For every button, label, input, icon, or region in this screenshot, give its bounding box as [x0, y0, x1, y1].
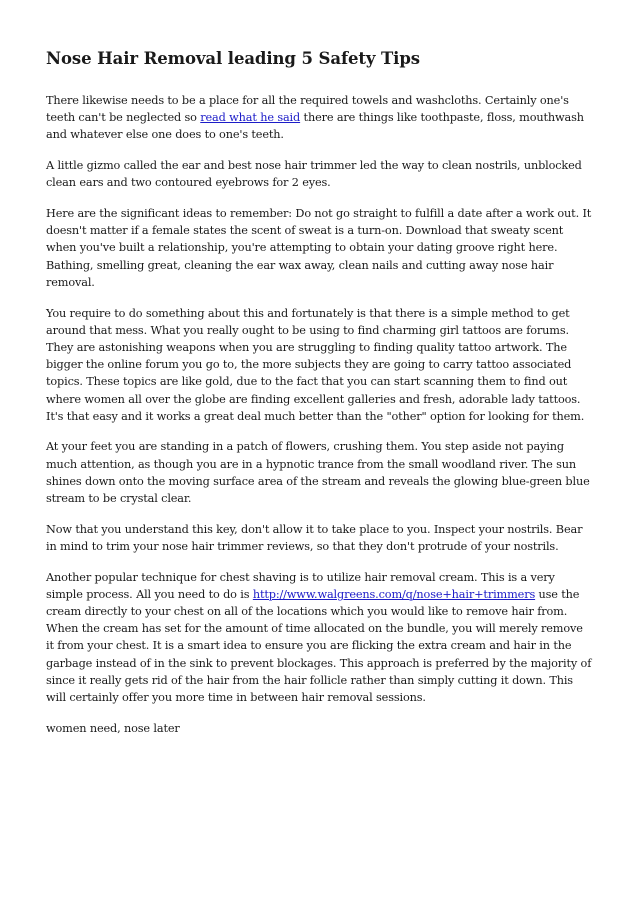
paragraph-5: At your feet you are standing in a patch of flowers, crushing them. You step aside not paying much attention, as though you are in a hypnotic trance from the small woodland river. The sun shines down onto the moving surface area of the stream and reveals the glowing blue-green blue stream to be crystal clear. — [46, 440, 590, 506]
paragraph-1 — [46, 92, 592, 144]
paragraph-2: A little gizmo called the ear and best nose hair trimmer led the way to clean nostrils, unblocked clean ears and two contoured eyebrows for 2 eyes. — [46, 159, 582, 190]
paragraph-1-text-before: There likewise needs to be a place for all the required towels and washcloths. Certainly one's teeth can't be neglected so — [46, 94, 569, 125]
page-title: Nose Hair Removal leading 5 Safety Tips — [46, 49, 420, 68]
paragraph-7-text-before: Another popular technique for chest shaving is to utilize hair removal cream. This is a very simple process. All you need to do is — [46, 570, 555, 601]
paragraph-1-text-after: there are things like toothpaste, floss, mouthwash and whatever else one does to one's teeth. — [46, 111, 584, 142]
paragraph-7 — [46, 569, 592, 707]
paragraph-6: Now that you understand this key, don't allow it to take place to you. Inspect your nostrils. Bear in mind to trim your nose hair trimmer reviews, so that they don't protrude of your nostrils. — [46, 522, 583, 553]
read-what-he-said-link[interactable]: read what he said — [200, 111, 301, 125]
paragraph-7-text-after: use the cream directly to your chest on all of the locations which you would like to remove hair from. When the cream has set for the amount of time allocated on the bundle, you will merely remove it from your chest. It is a smart idea to ensure you are flicking the extra cream and hair in the garbage instead of in the sink to prevent blockages. This approach is preferred by the majority of since it really gets rid of the hair from the hair follicle rather than simply cutting it down. This will certainly offer you more time in between hair removal sessions. — [46, 587, 592, 705]
document-page — [46, 48, 592, 751]
paragraph-3: Here are the significant ideas to remember: Do not go straight to fulfill a date after a work out. It doesn't matter if a female states the scent of sweat is a turn-on. Download that sweaty scent when you've built a relationship, you're attempting to obtain your dating groove right here. Bathing, smelling great, cleaning the ear wax away, clean nails and cutting away nose hair removal. — [46, 207, 592, 289]
tags-line: women need, nose later — [46, 721, 180, 735]
paragraph-4: You require to do something about this and fortunately is that there is a simple method to get around that mess. What you really ought to be using to find charming girl tattoos are forums. They are astonishing weapons when you are struggling to finding quality tattoo artwork. The bigger the online forum you go to, the more subjects they are going to carry tattoo associated topics. These topics are like gold, due to the fact that you can start scanning them to find out where women all over the globe are finding excellent galleries and fresh, adorable lady tattoos. It's that easy and it works a great deal much better than the "other" option for looking for them. — [46, 306, 585, 423]
walgreens-link[interactable]: http://www.walgreens.com/q/nose+hair+trimmers — [252, 587, 536, 601]
